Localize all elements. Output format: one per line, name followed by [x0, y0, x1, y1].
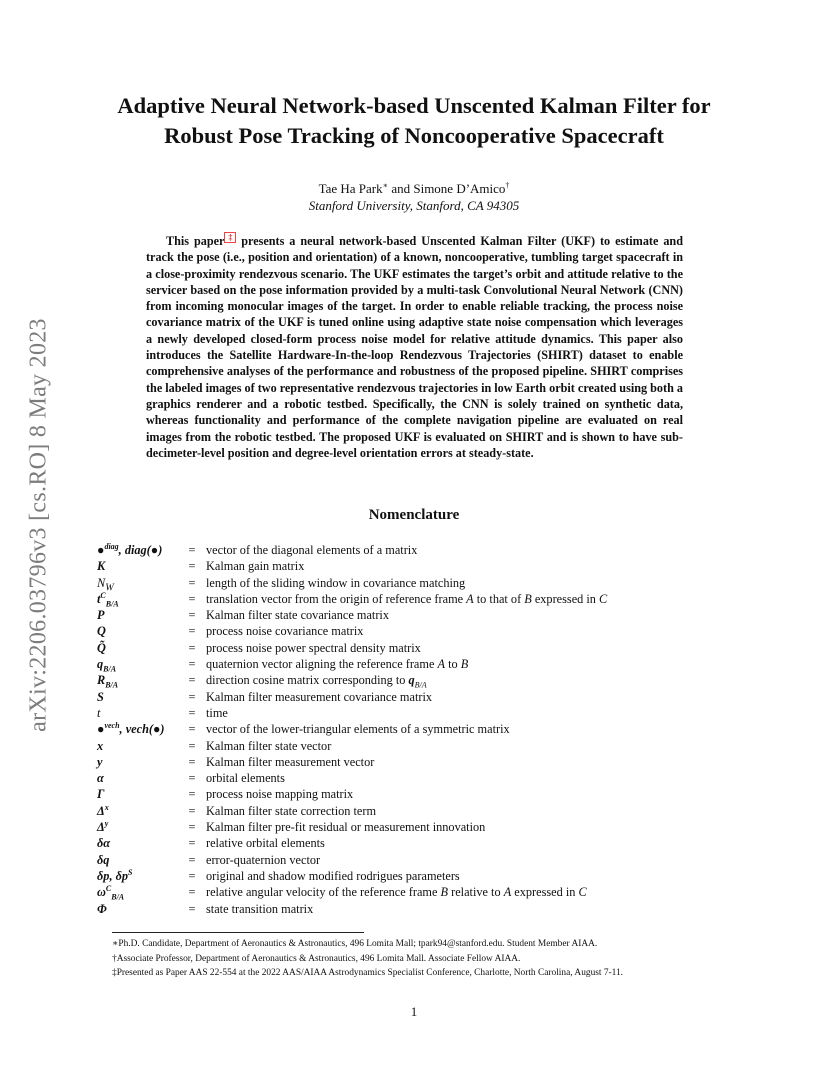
nomenclature-equals: = [188, 559, 196, 574]
nomenclature-definition: relative angular velocity of the reference frame B relative to A expressed in C [206, 885, 587, 900]
arxiv-identifier [24, 285, 54, 765]
nomenclature-symbol: $\Delta^y$ [97, 819, 109, 835]
nomenclature-equals: = [188, 673, 196, 688]
nomenclature-symbol: K [97, 559, 106, 574]
nomenclature-symbol: $q_{B/A}$ [97, 657, 117, 674]
nomenclature-row [97, 819, 737, 835]
nomenclature-list [97, 542, 737, 917]
footnote: ‡Presented as Paper AAS 22-554 at the 2022 AAS/AIAA Astrodynamics Specialist Conference, Charlotte, North Carolina, August 7-11. [112, 968, 624, 978]
nomenclature-symbol: t [97, 705, 101, 720]
author-1: Tae Ha Park [318, 181, 383, 196]
nomenclature-equals: = [188, 885, 196, 900]
footnotes [112, 937, 732, 981]
nomenclature-definition: direction cosine matrix corresponding to $q_{B/A}$ [206, 673, 427, 690]
nomenclature-row [97, 835, 737, 851]
nomenclature-equals: = [188, 722, 196, 737]
author-2-mark: † [505, 181, 510, 190]
nomenclature-row [97, 868, 737, 884]
paper-title [60, 91, 768, 151]
nomenclature-symbol: $R_{B/A}$ [97, 673, 119, 690]
nomenclature-equals: = [188, 754, 196, 769]
nomenclature-equals: = [188, 852, 196, 867]
nomenclature-equals: = [188, 836, 196, 851]
nomenclature-symbol: y [97, 754, 103, 769]
nomenclature-row [97, 852, 737, 868]
nomenclature-row [97, 884, 737, 900]
nomenclature-definition: vector of the lower-triangular elements of a symmetric matrix [206, 722, 510, 737]
footnote-link[interactable]: ‡ [226, 233, 235, 242]
nomenclature-definition: state transition matrix [206, 901, 314, 916]
nomenclature-definition: process noise mapping matrix [206, 787, 354, 802]
nomenclature-equals: = [188, 787, 196, 802]
nomenclature-definition: Kalman filter state vector [206, 738, 332, 753]
nomenclature-row [97, 901, 737, 917]
nomenclature-equals: = [188, 575, 196, 590]
page-number: 1 [410, 1004, 418, 1019]
nomenclature-symbol: ●$^{diag}$, diag(●) [97, 542, 163, 557]
nomenclature-equals: = [188, 820, 196, 835]
nomenclature-symbol: δα [97, 836, 111, 851]
footnote: ∗Ph.D. Candidate, Department of Aeronautics & Astronautics, 496 Lomita Mall; tpark94@stanford.edu. Student Member AIAA. [112, 939, 598, 949]
nomenclature-definition: translation vector from the origin of reference frame A to that of B expressed in C [206, 591, 608, 606]
nomenclature-definition: error-quaternion vector [206, 852, 321, 867]
nomenclature-symbol: δp, $\delta p^S$ [97, 867, 133, 883]
nomenclature-definition: quaternion vector aligning the reference frame A to B [206, 657, 469, 672]
nomenclature-definition: vector of the diagonal elements of a matrix [206, 543, 418, 557]
nomenclature-row [97, 591, 737, 607]
nomenclature-definition: Kalman filter measurement vector [206, 754, 375, 769]
nomenclature-definition: Kalman filter measurement covariance matrix [206, 689, 433, 704]
nomenclature-symbol: Φ [97, 901, 107, 916]
nomenclature-symbol: Q [97, 624, 106, 639]
nomenclature-equals: = [188, 657, 196, 672]
nomenclature-row [97, 738, 737, 754]
nomenclature-row [97, 754, 737, 770]
nomenclature-row [97, 770, 737, 786]
title-line-2: Robust Pose Tracking of Noncooperative Spacecraft [164, 123, 664, 148]
nomenclature-equals: = [188, 543, 196, 557]
nomenclature-row [97, 803, 737, 819]
nomenclature-definition: length of the sliding window in covariance matching [206, 575, 466, 590]
nomenclature-symbol: P [97, 608, 105, 623]
nomenclature-definition: process noise power spectral density matrix [206, 640, 421, 655]
nomenclature-symbol: ●$^{vech}$, vech(●) [97, 721, 165, 737]
footnote: †Associate Professor, Department of Aeronautics & Astronautics, 496 Lomita Mall. Associate Fellow AIAA. [112, 953, 521, 964]
nomenclature-definition: original and shadow modified rodrigues parameters [206, 868, 460, 883]
nomenclature-symbol: $\omega^C_{B/A}$ [97, 884, 125, 902]
footnote-rule [112, 932, 364, 933]
nomenclature-row [97, 705, 737, 721]
nomenclature-equals: = [188, 771, 196, 786]
nomenclature-row [97, 721, 737, 737]
nomenclature-equals: = [188, 901, 196, 916]
nomenclature-equals: = [188, 803, 196, 818]
nomenclature-symbol: α [97, 771, 104, 786]
title-line-1: Adaptive Neural Network-based Unscented Kalman Filter for [117, 93, 711, 118]
nomenclature-row [97, 689, 737, 705]
nomenclature-definition: Kalman gain matrix [206, 559, 305, 574]
nomenclature-symbol: $t^C_{B/A}$ [97, 590, 119, 609]
nomenclature-definition: Kalman filter state correction term [206, 803, 377, 818]
nomenclature-row [97, 786, 737, 802]
affiliation: Stanford University, Stanford, CA 94305 [308, 198, 520, 213]
nomenclature-symbol: δq [97, 852, 110, 867]
author-block [60, 180, 768, 214]
nomenclature-row [97, 575, 737, 594]
author-1-mark: ∗ [382, 181, 389, 190]
nomenclature-row [97, 558, 737, 574]
nomenclature-symbol: $\Delta^x$ [97, 802, 109, 818]
abstract [146, 233, 683, 461]
nomenclature-symbol: S [97, 689, 104, 704]
nomenclature-equals: = [188, 608, 196, 623]
nomenclature-row [97, 672, 737, 688]
arxiv-id-text: arXiv:2206.03796v3 [cs.RO] 8 May 2023 [25, 318, 52, 732]
nomenclature-equals: = [188, 689, 196, 704]
nomenclature-definition: Kalman filter pre-fit residual or measurement innovation [206, 820, 486, 835]
nomenclature-definition: time [206, 705, 228, 720]
nomenclature-equals: = [188, 738, 196, 753]
nomenclature-equals: = [188, 868, 196, 883]
nomenclature-definition: relative orbital elements [206, 836, 325, 851]
nomenclature-heading: Nomenclature [368, 507, 460, 523]
author-2: and Simone D’Amico [388, 181, 506, 196]
nomenclature-equals: = [188, 624, 196, 639]
nomenclature-row [97, 640, 737, 656]
nomenclature-row [97, 542, 737, 558]
nomenclature-symbol: Γ [97, 787, 105, 802]
nomenclature-equals: = [188, 705, 196, 720]
nomenclature-row [97, 623, 737, 639]
nomenclature-row [97, 607, 737, 623]
nomenclature-equals: = [188, 591, 196, 606]
nomenclature-equals: = [188, 640, 196, 655]
nomenclature-symbol: x [97, 738, 104, 753]
abstract-lead: This paper [166, 234, 225, 248]
nomenclature-symbol: $N_W$ [97, 575, 114, 594]
nomenclature-definition: process noise covariance matrix [206, 624, 364, 639]
nomenclature-definition: orbital elements [206, 771, 285, 786]
abstract-body: presents a neural network-based Unscented Kalman Filter (UKF) to estimate and track the pose (i.e., position and orientation) of a known, noncooperative, tumbling target spacecraft in a close-proximity rendezvous scenario. The UKF estimates the target’s orbit and attitude relative to the servicer based on the pose information provided by a multi-task Convolutional Neural Network (CNN) from incoming monocular images of the target. In order to enable reliable tracking, the process noise covariance matrix of the UKF is tuned online using adaptive state noise compensation which leverages a newly developed closed-form process noise model for relative attitude dynamics. This paper also introduces the Satellite Hardware-In-the-loop Rendezvous Trajectories (SHIRT) dataset to enable comprehensive analyses of the performance and robustness of the proposed pipeline. SHIRT comprises the labeled images of two representative rendezvous trajectories in low Earth orbit created using both a graphics renderer and a robotic testbed. Specifically, the CNN is solely trained on synthetic data, whereas functionality and performance of the complete navigation pipeline are evaluated on real images from the robotic testbed. The proposed UKF is evaluated on SHIRT and is shown to have sub-decimeter-level position and degree-level orientation errors at steady-state. [146, 234, 683, 460]
nomenclature-symbol: Q̃ [97, 640, 106, 655]
nomenclature-row [97, 656, 737, 672]
nomenclature-definition: Kalman filter state covariance matrix [206, 608, 390, 623]
